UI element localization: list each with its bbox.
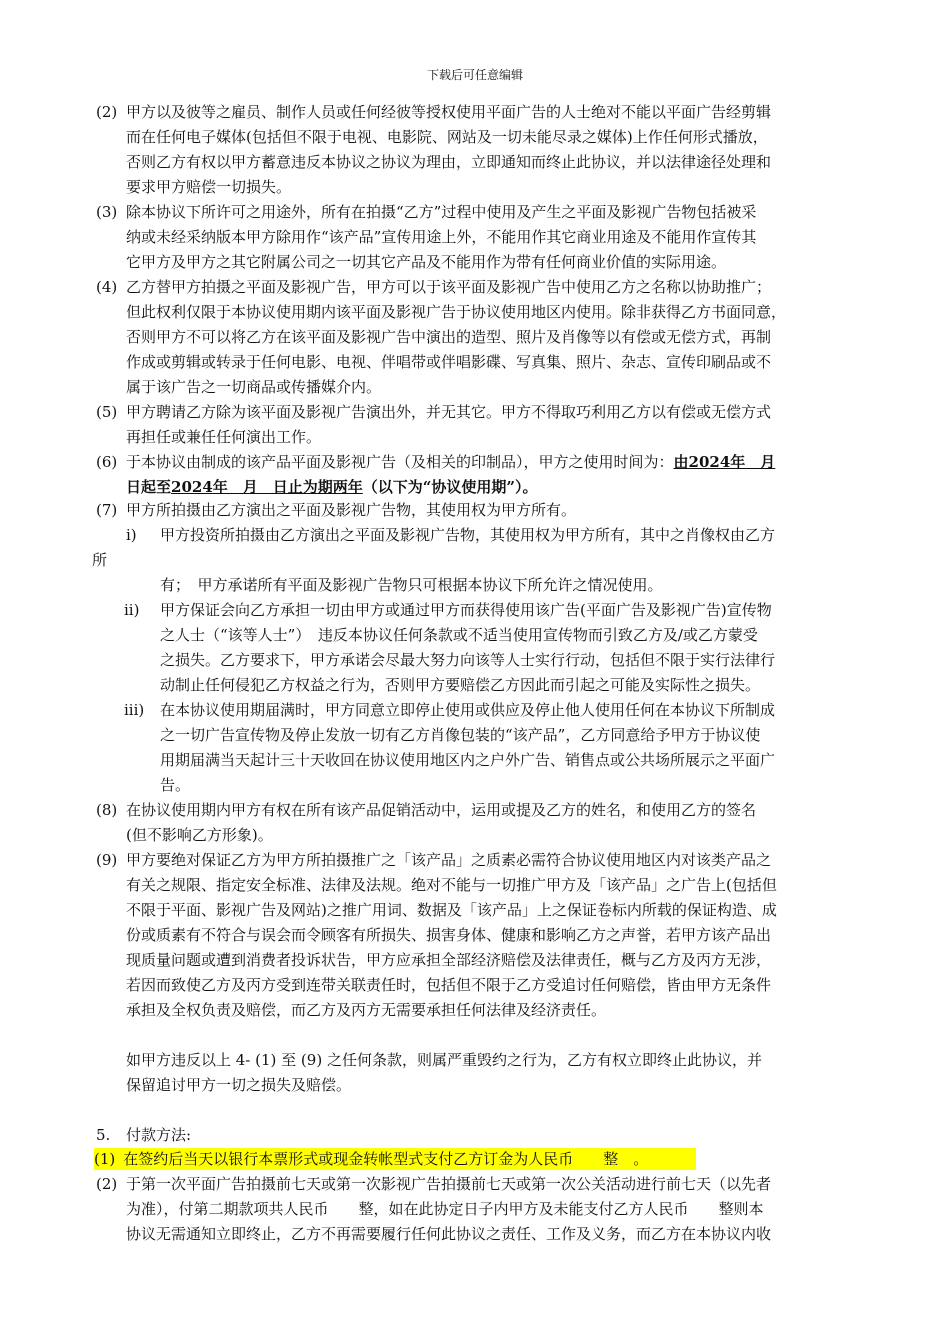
usage-period-start: 由2024年 月 [673, 453, 776, 471]
item-number: (3) [96, 203, 118, 221]
paragraph-line: 之人士（“该等人士”） 违反本协议任何条款或不适当使用宣传物而引致乙方及/或乙方蒙受 [160, 626, 758, 644]
highlighted-clause [94, 1148, 696, 1170]
sub-item-number: i) [126, 526, 137, 544]
clause-number: (1) [94, 1150, 116, 1168]
paragraph-line: 作成或剪辑或转录于任何电影、电视、伴唱带或伴唱影碟、写真集、照片、杂志、宣传印刷品或不 [126, 353, 772, 371]
clause-text: 在签约后当天以银行本票形式或现金转帐型式支付乙方订金为人民币 整 。 [123, 1150, 649, 1168]
paragraph-line: 除本协议下所许可之用途外，所有在拍摄“乙方”过程中使用及产生之平面及影视广告物包括被采 [126, 203, 757, 221]
paragraph-line: 否则甲方不可以将乙方在该平面及影视广告中演出的造型、照片及肖像等以有偿或无偿方式，再制 [126, 328, 772, 346]
item-number: (7) [96, 501, 118, 519]
paragraph-line: 承担及全权负责及赔偿，而乙方及丙方无需要承担任何法律及经济责任。 [126, 1001, 607, 1019]
paragraph-line: 用期届满当天起计三十天收回在协议使用地区内之户外广告、销售点或公共场所展示之平面广 [160, 751, 776, 769]
paragraph-line: 有； 甲方承诺所有平面及影视广告物只可根据本协议下所允许之情况使用。 [160, 576, 663, 594]
paragraph-line: 属于该广告之一切商品或传播媒介内。 [126, 378, 382, 396]
usage-period-text: 于本协议由制成的该产品平面及影视广告（及相关的印制品），甲方之使用时间为： [126, 453, 674, 471]
paragraph-line: 动制止任何侵犯乙方权益之行为，否则甲方要赔偿乙方因此而引起之可能及实际性之损失。 [160, 676, 761, 694]
paragraph-line: 甲方保证会向乙方承担一切由甲方或通过甲方而获得使用该广告(平面广告及影视广告)宣传物 [160, 601, 772, 619]
page-header: 下载后可任意编辑 [426, 68, 523, 82]
paragraph-line: (但不影响乙方形象)。 [126, 826, 273, 844]
paragraph-line: 于第一次平面广告拍摄前七天或第一次影视广告拍摄前七天或第一次公关活动进行前七天（以先者 [126, 1175, 772, 1193]
paragraph-line: 份或质素有不符合与误会而令顾客有所损失、损害身体、健康和影响乙方之声誉，若甲方该产品出 [126, 926, 772, 944]
paragraph-line: 乙方替甲方拍摄之平面及影视广告，甲方可以于该平面及影视广告中使用乙方之名称以协助推广； [126, 278, 772, 296]
item-number: (6) [96, 453, 118, 471]
paragraph-line: 但此权利仅限于本协议使用期内该平面及影视广告于协议使用地区内使用。除非获得乙方书面同意， [126, 303, 787, 321]
paragraph-line: 甲方聘请乙方除为该平面及影视广告演出外，并无其它。甲方不得取巧利用乙方以有偿或无偿方式 [126, 403, 772, 421]
sub-item-number: ii) [124, 601, 140, 619]
paragraph-line: 而在任何电子媒体(包括但不限于电视、电影院、网站及一切未能尽录之媒体)上作任何形式播放， [126, 128, 768, 146]
item-number: (8) [96, 801, 118, 819]
usage-period-label: （以下为“协议使用期”）。 [362, 478, 538, 496]
paragraph-line: 它甲方及甲方之其它附属公司之一切其它产品及不能用作为带有任何商业价值的实际用途。 [126, 253, 727, 271]
paragraph-line [126, 451, 775, 473]
usage-period-end: 2024年 月 日止为期两年 [171, 478, 363, 496]
paragraph-line: 甲方以及彼等之雇员、制作人员或任何经彼等授权使用平面广告的人士绝对不能以平面广告经剪辑 [126, 103, 772, 121]
item-number: (5) [96, 403, 118, 421]
paragraph-line: 协议无需通知立即终止，乙方不再需要履行任何此协议之责任、工作及义务，而乙方在本协议内收 [126, 1225, 772, 1243]
paragraph-line: 甲方投资所拍摄由乙方演出之平面及影视广告物，其使用权为甲方所有，其中之肖像权由乙方 [160, 526, 776, 544]
item-number: (9) [96, 851, 118, 869]
paragraph-line: 为准），付第二期款项共人民币 整，如在此协定日子内甲方及未能支付乙方人民币 整则本 [126, 1200, 764, 1218]
paragraph-line [126, 476, 538, 498]
summary-line: 如甲方违反以上 4- (1) 至 (9) 之任何条款，则属严重毁约之行为，乙方有权立即终止此协议，并 [126, 1051, 762, 1069]
paragraph-line: 告。 [160, 776, 191, 794]
item-number: (4) [96, 278, 118, 296]
paragraph-line: 否则乙方有权以甲方蓄意违反本协议之协议为理由，立即通知而终止此协议，并以法律途径处理和 [126, 153, 772, 171]
section-number: 5. [96, 1126, 111, 1144]
section-title: 付款方法: [126, 1126, 192, 1144]
paragraph-line: 现质量问题或遭到消费者投诉状告，甲方应承担全部经济赔偿及法律责任，概与乙方及丙方无涉， [126, 951, 772, 969]
paragraph-line: 之一切广告宣传物及停止发放一切有乙方肖像包装的“该产品”，乙方同意给予甲方于协议使 [160, 726, 761, 744]
paragraph-line: 在本协议使用期届满时，甲方同意立即停止使用或供应及停止他人使用任何在本协议下所制成 [160, 701, 776, 719]
paragraph-line: 不限于平面、影视广告及网站)之推广用词、数据及「该产品」上之保证卷标内所载的保证构造、成 [126, 901, 777, 919]
sub-item-number: iii) [124, 701, 145, 719]
usage-period-from: 日起至 [126, 478, 172, 496]
paragraph-line: 若因而致使乙方及丙方受到连带关联责任时，包括但不限于乙方受追讨任何赔偿，皆由甲方无条件 [126, 976, 772, 994]
paragraph-line: 有关之规限、指定安全标准、法律及法规。绝对不能与一切推广甲方及「该产品」之广告上(包括但 [126, 876, 777, 894]
paragraph-line: 甲方所拍摄由乙方演出之平面及影视广告物，其使用权为甲方所有。 [126, 501, 577, 519]
item-number: (2) [96, 103, 118, 121]
summary-line: 保留追讨甲方一切之损失及赔偿。 [126, 1076, 352, 1094]
paragraph-line: 甲方要绝对保证乙方为甲方所拍摄推广之「该产品」之质素必需符合协议使用地区内对该类产品之 [126, 851, 772, 869]
paragraph-line: 纳或未经采纳版本甲方除用作“该产品”宣传用途上外，不能用作其它商业用途及不能用作宣传其 [126, 228, 757, 246]
paragraph-line: 所 [92, 551, 108, 569]
paragraph-line: 在协议使用期内甲方有权在所有该产品促销活动中，运用或提及乙方的姓名，和使用乙方的签名 [126, 801, 757, 819]
paragraph-line: 要求甲方赔偿一切损失。 [126, 178, 292, 196]
clause-number: (2) [96, 1175, 118, 1193]
paragraph-line: 再担任或兼任任何演出工作。 [126, 428, 322, 446]
paragraph-line: 之损失。乙方要求下，甲方承诺会尽最大努力向该等人士实行行动，包括但不限于实行法律行 [160, 651, 776, 669]
